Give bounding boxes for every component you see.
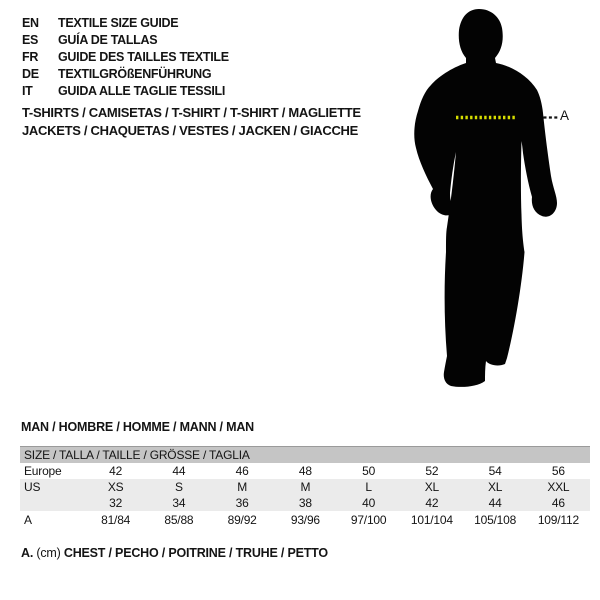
language-row-de — [22, 66, 229, 83]
category-jackets: JACKETS / CHAQUETAS / VESTES / JACKEN / GIACCHE — [22, 123, 358, 138]
table-row-us — [20, 479, 590, 495]
language-row-it — [22, 83, 229, 100]
size-value: 44 — [172, 464, 186, 478]
language-code: FR — [22, 50, 39, 64]
row-label: Europe — [24, 464, 62, 478]
section-title-man: MAN / HOMBRE / HOMME / MANN / MAN — [21, 420, 254, 434]
footnote-prefix: A. — [21, 546, 34, 560]
footnote-unit: (cm) — [36, 546, 61, 560]
size-value: 52 — [425, 464, 439, 478]
size-value: XL — [487, 480, 503, 494]
size-value: XS — [107, 480, 124, 494]
language-title: TEXTILGRÖßENFÜHRUNG — [58, 67, 212, 81]
language-title: GUÍA DE TALLAS — [58, 33, 158, 47]
language-list — [22, 15, 229, 100]
size-value: 56 — [551, 464, 565, 478]
size-value: M — [300, 480, 311, 494]
language-title: TEXTILE SIZE GUIDE — [58, 16, 179, 30]
size-value: 40 — [362, 496, 376, 510]
measure-value: 81/84 — [101, 513, 131, 527]
size-value: 46 — [551, 496, 565, 510]
table-row-europe — [20, 463, 590, 479]
size-value: XXL — [547, 480, 570, 494]
measure-value: 105/108 — [474, 513, 517, 527]
size-value: 50 — [362, 464, 376, 478]
man-silhouette-shape — [414, 9, 557, 387]
language-code: DE — [22, 67, 39, 81]
language-row-en — [22, 15, 229, 32]
measure-value: 85/88 — [164, 513, 194, 527]
size-table-header: SIZE / TALLA / TAILLE / GRÖSSE / TAGLIA — [20, 447, 590, 463]
measure-label-a: A — [560, 108, 570, 123]
category-tshirts: T-SHIRTS / CAMISETAS / T-SHIRT / T-SHIRT / MAGLIETTE — [22, 105, 361, 120]
size-value: 36 — [235, 496, 249, 510]
size-table — [20, 446, 590, 529]
size-value: 54 — [488, 464, 502, 478]
size-value: L — [365, 480, 372, 494]
measure-value: 109/112 — [537, 513, 579, 527]
language-title: GUIDA ALLE TAGLIE TESSILI — [58, 84, 226, 98]
measure-value: 93/96 — [290, 513, 320, 527]
footnote-text: CHEST / PECHO / POITRINE / TRUHE / PETTO — [63, 546, 328, 560]
row-label: A — [24, 513, 32, 527]
measure-value: 101/104 — [410, 513, 453, 527]
footnote-chest — [21, 546, 328, 560]
size-value: XL — [424, 480, 440, 494]
size-value: 32 — [109, 496, 123, 510]
size-value: 38 — [298, 496, 312, 510]
size-value: 48 — [298, 464, 312, 478]
size-value: 42 — [425, 496, 439, 510]
measure-value: 97/100 — [350, 513, 387, 527]
language-row-fr — [22, 49, 229, 66]
size-value: 34 — [172, 496, 186, 510]
size-value: 42 — [109, 464, 123, 478]
garment-categories — [22, 104, 361, 140]
size-value: S — [174, 480, 183, 494]
language-title: GUIDE DES TAILLES TEXTILE — [58, 50, 229, 64]
row-label — [20, 495, 84, 511]
size-value: M — [237, 480, 248, 494]
size-value: 44 — [488, 496, 502, 510]
man-silhouette-figure — [400, 0, 600, 400]
language-code: EN — [22, 16, 39, 30]
measure-value: 89/92 — [227, 513, 257, 527]
row-label: US — [24, 480, 41, 494]
language-code: ES — [22, 33, 39, 47]
table-row-us-numeric — [20, 495, 590, 511]
language-code: IT — [22, 84, 33, 98]
size-value: 46 — [235, 464, 249, 478]
table-row-chest-a — [20, 511, 590, 529]
language-row-es — [22, 32, 229, 49]
